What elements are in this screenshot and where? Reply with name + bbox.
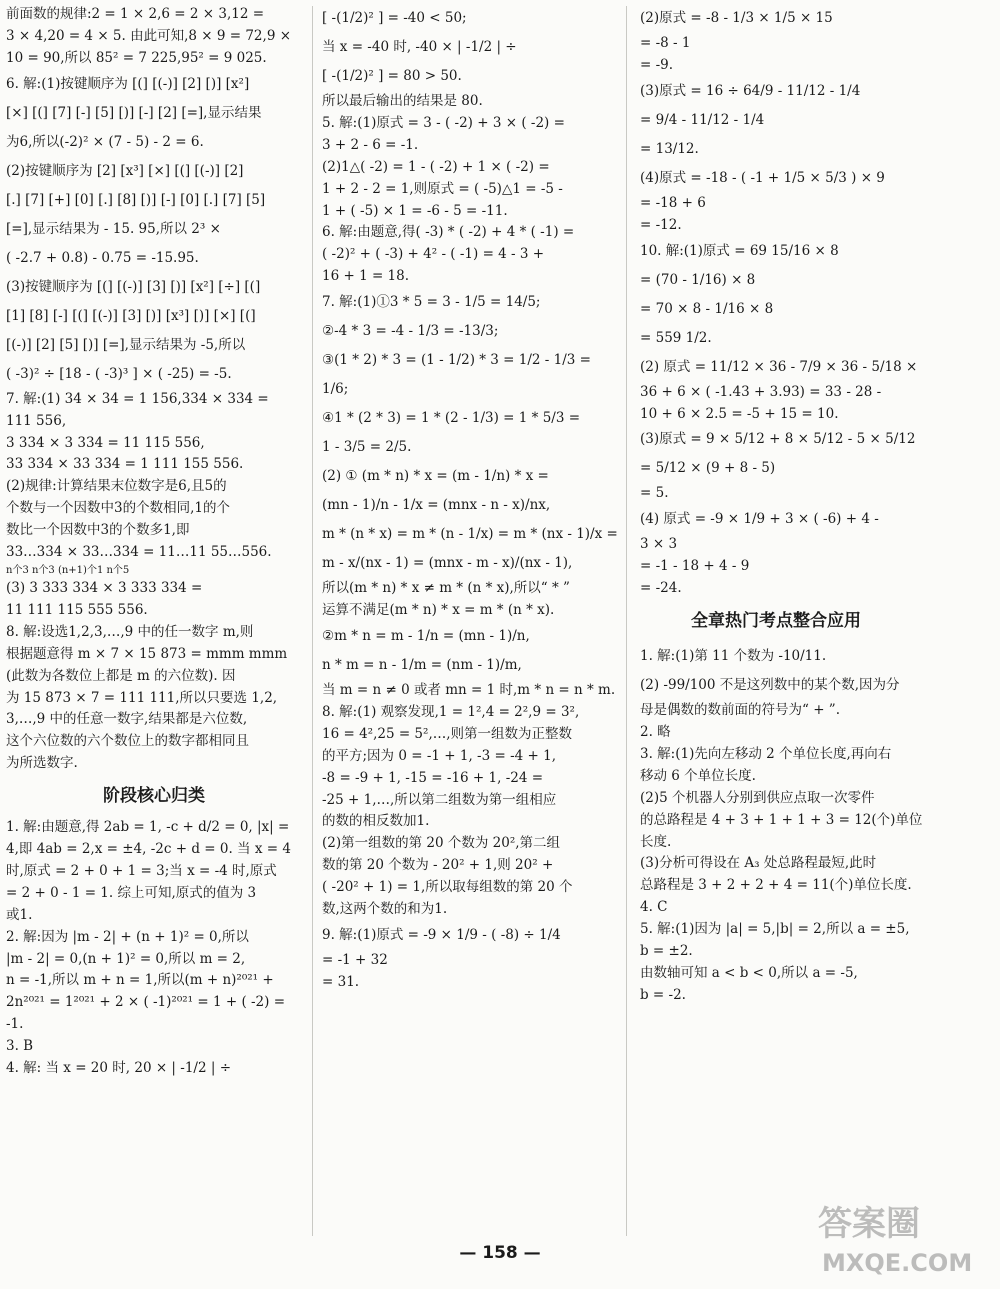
section-heading: 全章热门考点整合应用 [691, 611, 861, 632]
text-line: 所以(m * n) * x ≠ m * (n * x),所以“ * ” [322, 580, 570, 597]
text-line: ③(1 * 2) * 3 = (1 - 1/2) * 3 = 1/2 - 1/3 = [322, 352, 591, 369]
column-divider-right [626, 6, 627, 1236]
text-line: = -8 - 1 [640, 35, 691, 51]
text-line: 4. 解: 当 x = 20 时, 20 × | -1/2 | ÷ [6, 1060, 232, 1077]
text-line: 3 334 × 3 334 = 11 115 556, [6, 434, 205, 451]
text-line: (2)第一组数的第 20 个数为 20²,第二组 [322, 835, 561, 852]
text-line: 3 + 2 - 6 = -1. [322, 136, 419, 153]
text-line: (3) 3 333 334 × 3 333 334 = [6, 579, 203, 596]
column-1 [6, 4, 302, 1080]
text-line: 为6,所以(-2)² × (7 - 5) - 2 = 6. [6, 133, 204, 150]
text-line: (2)按键顺序为 [2] [x³] [×] [(] [(-)] [2] [6, 162, 244, 179]
text-line: 4. C [640, 899, 668, 916]
text-line: ( -2)² + ( -3) + 4² - ( -1) = 4 - 3 + [322, 246, 545, 263]
text-line: 11 111 115 555 556. [6, 601, 148, 618]
text-line: 长度. [640, 833, 672, 850]
text-line: 16 + 1 = 18. [322, 268, 410, 285]
text-line: 1 + ( -5) × 1 = -6 - 5 = -11. [322, 202, 508, 219]
text-line: = 559 1/2. [640, 329, 712, 346]
text-line: 数的第 20 个数为 - 20² + 1,则 20² + [322, 857, 554, 874]
text-line: b = -2. [640, 986, 686, 1003]
text-line: 10 = 90,所以 85² = 7 225,95² = 9 025. [6, 49, 267, 66]
text-line: [=],显示结果为 - 15. 95,所以 2³ × [6, 220, 221, 237]
text-line: (2)规律:计算结果末位数字是6,且5的 [6, 478, 227, 495]
text-line: n * m = n - 1/m = (nm - 1)/m, [322, 656, 522, 673]
text-line: 当 x = -40 时, -40 × | -1/2 | ÷ [322, 39, 517, 55]
text-line: (2)1△( -2) = 1 - ( -2) + 1 × ( -2) = [322, 158, 550, 175]
text-line: 3 × 3 [640, 536, 678, 553]
text-line: [×] [(] [7] [-] [5] [)] [-] [2] [=],显示结果 [6, 104, 262, 121]
text-line: 2. 解:因为 |m - 2| + (n + 1)² = 0,所以 [6, 928, 249, 945]
section-heading: 阶段核心归类 [103, 786, 205, 807]
text-line: 3. B [6, 1038, 34, 1055]
text-line: 7. 解:(1) 34 × 34 = 1 156,334 × 334 = [6, 390, 269, 407]
text-line: = 31. [322, 973, 360, 990]
text-line: 2n²⁰²¹ = 1²⁰²¹ + 2 × ( -1)²⁰²¹ = 1 + ( -2) = [6, 994, 286, 1011]
text-line: ④1 * (2 * 3) = 1 * (2 - 1/3) = 1 * 5/3 = [322, 410, 581, 427]
text-line: 母是偶数的数前面的符号为“ + ”. [640, 702, 840, 719]
text-line: = 2 + 0 - 1 = 1. 综上可知,原式的值为 3 [6, 884, 257, 901]
text-line: 所以最后输出的结果是 80. [322, 93, 483, 109]
text-line: 1. 解:(1)第 11 个数为 -10/11. [640, 648, 827, 665]
text-line: n个3 n个3 (n+1)个1 n个5 [6, 564, 130, 576]
text-line: 2. 略 [640, 723, 671, 740]
text-line: = -9. [640, 56, 674, 73]
text-line: = -1 - 18 + 4 - 9 [640, 558, 750, 575]
text-line: [(-)] [2] [5] [)] [=],显示结果为 -5,所以 [6, 336, 246, 353]
text-line: (2)原式 = -8 - 1/3 × 1/5 × 15 [640, 10, 833, 26]
text-line: 或1. [6, 906, 33, 923]
text-line: (2)5 个机器人分别到供应点取一次零件 [640, 789, 875, 806]
text-line: (4) 原式 = -9 × 1/9 + 3 × ( -6) + 4 - [640, 511, 879, 528]
text-line: 6. 解:由题意,得( -3) * ( -2) + 4 * ( -1) = [322, 224, 575, 241]
text-line: ( -3)² ÷ [18 - ( -3)³ ] × ( -25) = -5. [6, 365, 232, 382]
col1-block [6, 4, 302, 775]
text-line: 33 334 × 33 334 = 1 111 155 556. [6, 456, 244, 473]
text-line: -25 + 1,…,所以第二组数为第一组相应 [322, 791, 557, 808]
text-line: (mn - 1)/n - 1/x = (mnx - n - x)/nx, [322, 497, 551, 514]
column-divider-left [312, 6, 313, 1236]
text-line: 数,这两个数的和为1. [322, 901, 448, 918]
text-line: 这个六位数的六个数位上的数字都相同且 [6, 733, 249, 750]
text-line: 111 556, [6, 412, 67, 429]
watermark-sub-text: MXQE.COM [822, 1249, 973, 1277]
col1b-block [6, 817, 302, 1080]
text-line: 当 m = n ≠ 0 或者 mn = 1 时,m * n = n * m. [322, 681, 616, 698]
text-line: -1. [6, 1016, 24, 1033]
text-line: = 5. [640, 485, 669, 502]
text-line: = -24. [640, 580, 682, 597]
text-line: 3. 解:(1)先向左移动 2 个单位长度,再向右 [640, 745, 892, 762]
text-line: = 9/4 - 11/12 - 1/4 [640, 111, 765, 128]
text-line: 10. 解:(1)原式 = 69 15/16 × 8 [640, 242, 839, 259]
text-line: 的数的相反数加1. [322, 813, 430, 830]
text-line: ②-4 * 3 = -4 - 1/3 = -13/3; [322, 323, 499, 340]
text-line: = -18 + 6 [640, 194, 706, 211]
page-number: — 158 — [459, 1243, 541, 1263]
text-line: 前面数的规律:2 = 1 × 2,6 = 2 × 3,12 = [6, 6, 265, 22]
text-line: 3,…,9 中的任意一数字,结果都是六位数, [6, 711, 248, 728]
text-line: ②m * n = m - 1/n = (mn - 1)/n, [322, 627, 530, 644]
text-line: 4,即 4ab = 2,x = ±4, -2c + d = 0. 当 x = 4 [6, 841, 291, 858]
text-line: 16 = 4²,25 = 5²,…,则第一组数为正整数 [322, 725, 573, 742]
text-line: 为 15 873 × 7 = 111 111,所以只要选 1,2, [6, 689, 278, 706]
text-line: = 13/12. [640, 140, 699, 157]
text-line: n = -1,所以 m + n = 1,所以(m + n)²⁰²¹ + [6, 972, 274, 989]
text-line: b = ±2. [640, 943, 693, 960]
text-line: 5. 解:(1)因为 |a| = 5,|b| = 2,所以 a = ±5, [640, 921, 910, 938]
text-line: (4)原式 = -18 - ( -1 + 1/5 × 5/3 ) × 9 [640, 169, 885, 186]
column-2 [322, 4, 618, 994]
text-line: [1] [8] [-] [(] [(-)] [3] [)] [x³] [)] [×] [(] [6, 307, 256, 324]
text-line: 6. 解:(1)按键顺序为 [(] [(-)] [2] [)] [x²] [6, 75, 250, 92]
text-line: 1 + 2 - 2 = 1,则原式 = ( -5)△1 = -5 - [322, 180, 563, 197]
text-line: (此数为各数位上都是 m 的六位数). 因 [6, 667, 236, 684]
text-line: (3)原式 = 16 ÷ 64/9 - 11/12 - 1/4 [640, 82, 861, 99]
text-line: = 70 × 8 - 1/16 × 8 [640, 300, 774, 317]
text-line: ( -20² + 1) = 1,所以取每组数的第 20 个 [322, 879, 573, 896]
watermark-main-text: 答案圈 [818, 1204, 920, 1244]
column-3 [640, 4, 923, 1007]
text-line: 5. 解:(1)原式 = 3 - ( -2) + 3 × ( -2) = [322, 114, 565, 131]
text-line: = -1 + 32 [322, 951, 388, 968]
text-line: = (70 - 1/16) × 8 [640, 271, 756, 288]
text-line: 由数轴可知 a < b < 0,所以 a = -5, [640, 964, 858, 981]
text-line: -8 = -9 + 1, -15 = -16 + 1, -24 = [322, 769, 544, 786]
text-line: = -12. [640, 216, 682, 233]
text-line: 10 + 6 × 2.5 = -5 + 15 = 10. [640, 405, 839, 422]
text-line: 1 - 3/5 = 2/5. [322, 439, 412, 456]
text-line: 8. 解:设选1,2,3,…,9 中的任一数字 m,则 [6, 623, 254, 640]
text-line: |m - 2| = 0,(n + 1)² = 0,所以 m = 2, [6, 950, 246, 967]
text-line: 总路程是 3 + 2 + 2 + 4 = 11(个)单位长度. [640, 877, 912, 894]
watermark-logo [808, 1193, 993, 1279]
text-line: 数比一个因数中3的个数多1,即 [6, 522, 190, 539]
text-line: (2) 原式 = 11/12 × 36 - 7/9 × 36 - 5/18 × [640, 358, 918, 375]
text-line: 8. 解:(1) 观察发现,1 = 1²,4 = 2²,9 = 3², [322, 703, 580, 720]
text-line: 根据题意得 m × 7 × 15 873 = mmm mmm [6, 645, 288, 662]
text-line: (2) -99/100 不是这列数中的某个数,因为分 [640, 677, 900, 694]
text-line: ( -2.7 + 0.8) - 0.75 = -15.95. [6, 249, 199, 266]
text-line: 1/6; [322, 381, 349, 398]
text-line: 1. 解:由题意,得 2ab = 1, -c + d/2 = 0, |x| = [6, 819, 290, 836]
text-line: 个数与一个因数中3的个数相同,1的个 [6, 500, 230, 517]
text-line: [ -(1/2)² ] = 80 > 50. [322, 68, 462, 84]
text-line: m * (n * x) = m * (n - 1/x) = m * (nx - 1)/x = [322, 526, 618, 543]
text-line: m - x/(nx - 1) = (mnx - m - x)/(nx - 1), [322, 555, 573, 572]
text-line: [ -(1/2)² ] = -40 < 50; [322, 10, 467, 26]
text-line: (3)分析可得设在 A₃ 处总路程最短,此时 [640, 855, 877, 872]
text-line: 3 × 4,20 = 4 × 5. 由此可知,8 × 9 = 72,9 × [6, 27, 292, 44]
text-line: 时,原式 = 2 + 0 + 1 = 3;当 x = -4 时,原式 [6, 862, 277, 879]
text-line: 的平方;因为 0 = -1 + 1, -3 = -4 + 1, [322, 747, 557, 764]
text-line: 的总路程是 4 + 3 + 1 + 1 + 3 = 12(个)单位 [640, 811, 923, 828]
text-line: (2) ① (m * n) * x = (m - 1/n) * x = [322, 468, 549, 485]
text-line: 7. 解:(1)①3 * 5 = 3 - 1/5 = 14/5; [322, 294, 541, 311]
text-line: 36 + 6 × ( -1.43 + 3.93) = 33 - 28 - [640, 383, 882, 400]
text-line: 为所选数字. [6, 755, 78, 772]
text-line: 33…334 × 33…334 = 11…11 55…556. [6, 544, 272, 561]
text-line: 移动 6 个单位长度. [640, 767, 756, 784]
text-line: = 5/12 × (9 + 8 - 5) [640, 460, 776, 477]
text-line: 运算不满足(m * n) * x = m * (n * x). [322, 602, 555, 619]
text-line: (3)按键顺序为 [(] [(-)] [3] [)] [x²] [÷] [(] [6, 278, 261, 295]
text-line: (3)原式 = 9 × 5/12 + 8 × 5/12 - 5 × 5/12 [640, 431, 916, 448]
text-line: 9. 解:(1)原式 = -9 × 1/9 - ( -8) ÷ 1/4 [322, 926, 561, 943]
text-line: [.] [7] [+] [0] [.] [8] [)] [-] [0] [.] [7] [5] [6, 191, 266, 208]
